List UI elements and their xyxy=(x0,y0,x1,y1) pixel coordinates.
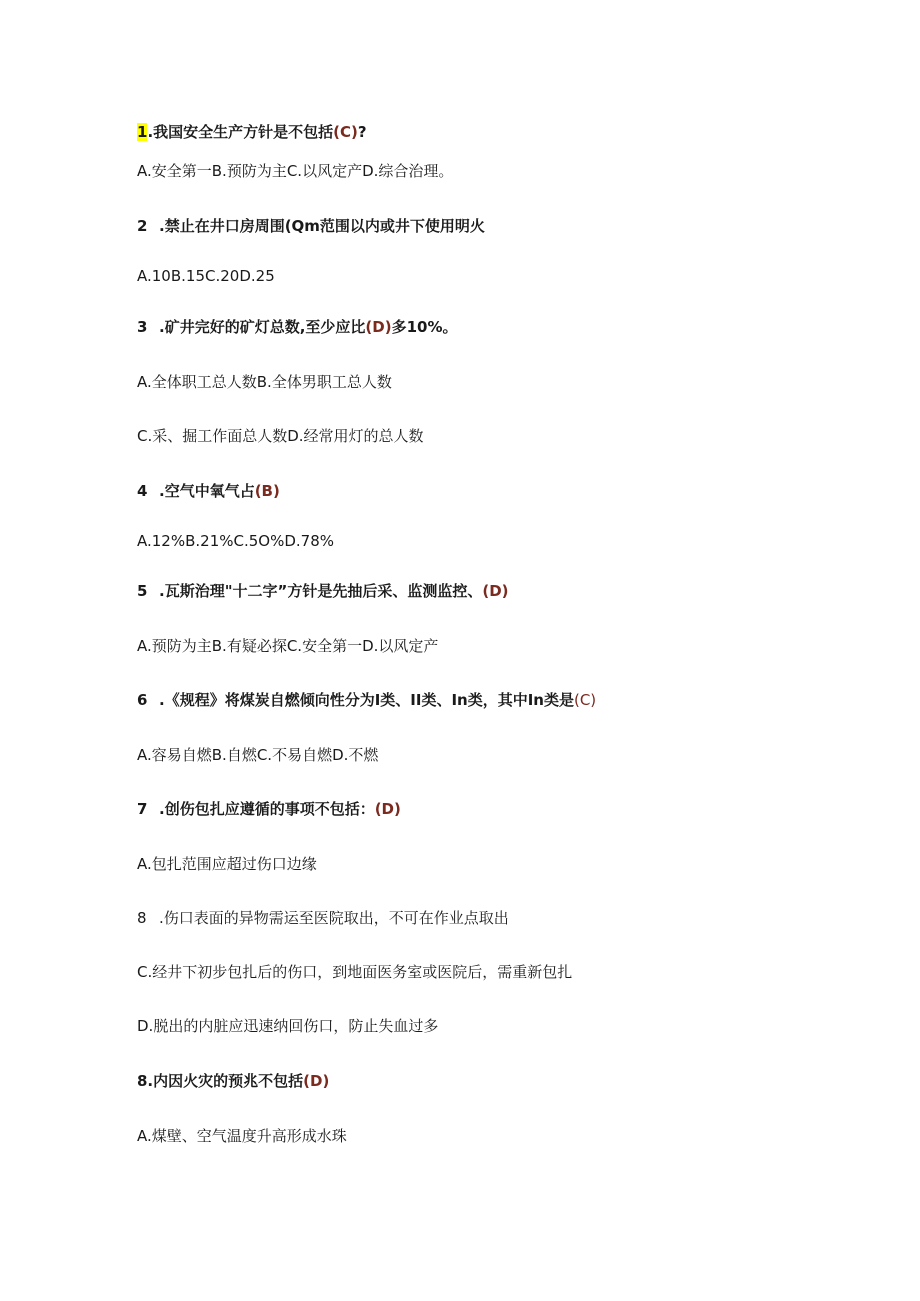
answer-mark: (C) xyxy=(573,691,597,709)
question-text: .空气中氧气占 xyxy=(159,482,255,500)
options-5: A.预防为主B.有疑必探C.安全第一D.以风定产 xyxy=(137,637,439,655)
question-text: .瓦斯治理"十二字”方针是先抽后采、监测监控、 xyxy=(159,582,483,600)
answer-mark: (D) xyxy=(374,800,401,818)
options-6: A.容易自燃B.自燃C.不易自燃D.不燃 xyxy=(137,746,379,764)
question-text: .禁止在井口房周围(Qm范围以内或井下使用明火 xyxy=(159,217,485,235)
answer-mark: (D) xyxy=(303,1072,330,1090)
question-number: 4 xyxy=(137,482,148,500)
options-3b: C.采、掘工作面总人数D.经常用灯的总人数 xyxy=(137,427,424,445)
options-8d: D.脱出的内脏应迅速纳回伤口，防止失血过多 xyxy=(137,1017,439,1035)
question-text: .我国安全生产方针是不包括 xyxy=(147,123,334,141)
question-number: 7 xyxy=(137,800,148,818)
options-9: A.煤壁、空气温度升高形成水珠 xyxy=(137,1127,347,1145)
options-2: A.10B.15C.20D.25 xyxy=(137,267,275,285)
answer-mark: (B) xyxy=(254,482,280,500)
answer-mark: (D) xyxy=(365,318,392,336)
options-7: A.包扎范围应超过伤口边缘 xyxy=(137,855,317,873)
question-3 xyxy=(137,317,457,337)
question-number: 1 xyxy=(137,123,148,141)
question-number: 5 xyxy=(137,582,148,600)
question-number: 2 xyxy=(137,217,148,235)
question-2 xyxy=(137,216,485,236)
question-number: 6 xyxy=(137,691,148,709)
answer-mark: (D) xyxy=(482,582,509,600)
options-3a: A.全体职工总人数B.全体男职工总人数 xyxy=(137,373,392,391)
options-4: A.12%B.21%C.5O%D.78% xyxy=(137,532,335,550)
question-text: .创伤包扎应遵循的事项不包括： xyxy=(159,800,375,818)
question-4 xyxy=(137,481,280,501)
question-6 xyxy=(137,690,596,710)
options-8c: C.经井下初步包扎后的伤口，到地面医务室或医院后，需重新包扎 xyxy=(137,963,573,981)
option-text: .伤口表面的异物需运至医院取出，不可在作业点取出 xyxy=(159,909,509,927)
question-7 xyxy=(137,799,401,819)
option-number: 8 xyxy=(137,909,147,927)
question-text: .《规程》将煤炭自燃倾向性分为I类、II类、In类，其中In类是 xyxy=(159,691,574,709)
question-text: 8.内因火灾的预兆不包括 xyxy=(137,1072,304,1090)
question-8 xyxy=(137,1071,329,1091)
options-1: A.安全第一B.预防为主C.以风定产D.综合治理。 xyxy=(137,162,454,180)
question-tail: ? xyxy=(357,123,367,141)
option-numbered-8 xyxy=(137,908,509,928)
question-5 xyxy=(137,581,509,601)
answer-mark: (C) xyxy=(333,123,358,141)
question-1 xyxy=(137,122,367,142)
question-number: 3 xyxy=(137,318,148,336)
question-tail: 多10%。 xyxy=(391,318,458,336)
question-text: .矿井完好的矿灯总数,至少应比 xyxy=(159,318,366,336)
